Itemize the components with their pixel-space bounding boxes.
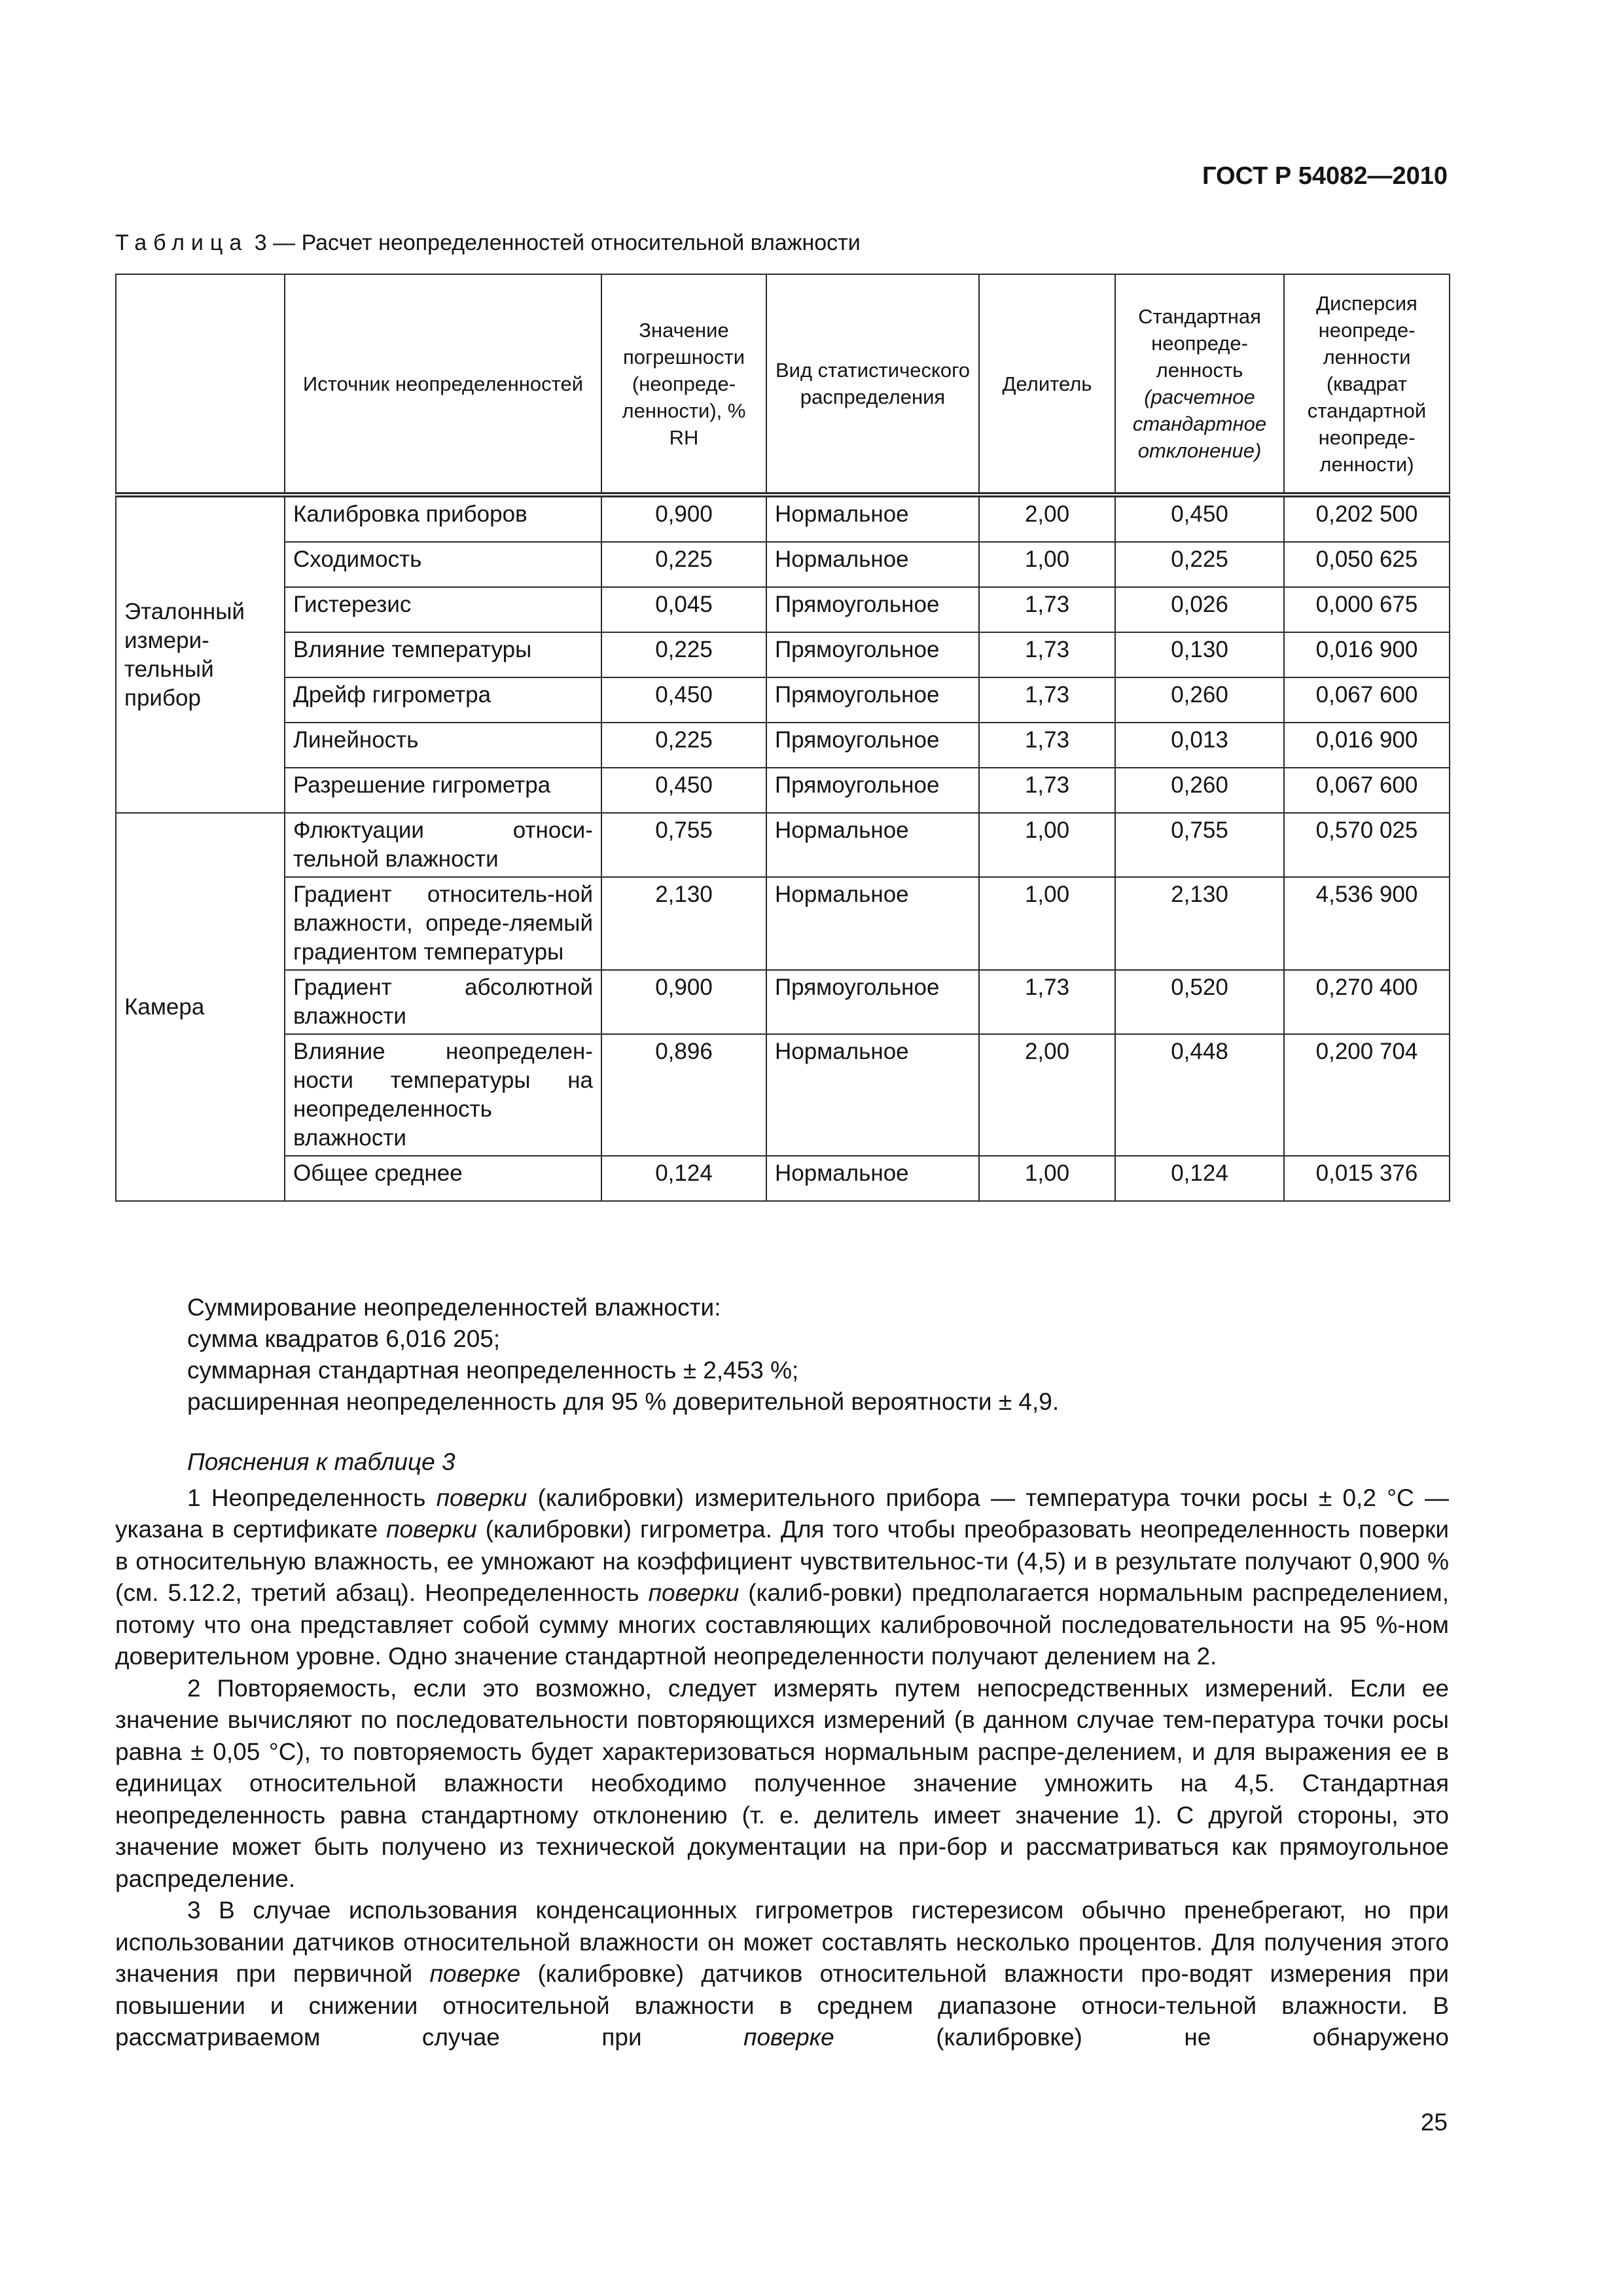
header-source: Источник неопределенностей (285, 274, 601, 495)
header-group-cell (116, 274, 285, 495)
cell-distribution: Прямоугольное (766, 677, 979, 723)
cell-value: 0,124 (601, 1156, 766, 1201)
cell-source: Влияние температуры (285, 632, 601, 677)
note-text: (калиб-ровки) предполагается нормальным распределением, потому что она представляет собой сумму многих составляющих калибровочной последовательности на 95 %-ном доверительном уровне. Одно значение стандартной неопределенности получают делением на 2. (115, 1579, 1450, 1670)
cell-distribution: Нормальное (766, 542, 979, 587)
notes-heading: Пояснения к таблице 3 (187, 1448, 455, 1475)
cell-source: Флюктуации относи-тельной влажности (285, 813, 601, 877)
cell-std: 0,520 (1115, 970, 1284, 1034)
header-std-main: Стандартная неопреде-ленность (1138, 305, 1261, 382)
table-caption-number: 3 (254, 230, 267, 255)
cell-source: Общее среднее (285, 1156, 601, 1201)
cell-variance: 0,067 600 (1284, 768, 1450, 813)
cell-variance: 0,050 625 (1284, 542, 1450, 587)
cell-distribution: Прямоугольное (766, 768, 979, 813)
note-text: (калибровке) не обнаружено (834, 2024, 1449, 2051)
cell-variance: 0,015 376 (1284, 1156, 1450, 1201)
cell-std: 0,260 (1115, 768, 1284, 813)
cell-divisor: 1,00 (979, 813, 1115, 877)
table-row (116, 813, 1450, 877)
cell-std: 0,755 (1115, 813, 1284, 877)
cell-value: 0,450 (601, 677, 766, 723)
note-italic: поверки (436, 1484, 527, 1511)
note-2: 2 Повторяемость, если это возможно, следует измерять путем непосредственных измерений. Если ее значение вычисляют по последовательности повторяющихся измерений (в данном случае тем-пература точки росы равна ± 0,05 °С), то повторяемость будет характеризоваться нормальным распре-делением, и для выражения ее в единицах относительной влажности необходимо полученное значение умножить на 4,5. Стандартная неопределенность равна стандартному отклонению (т. е. делитель имеет значение 1). С другой стороны, это значение может быть получено из технической документации на при-бор и рассматриваться как прямоугольное распределение. (115, 1674, 1449, 1892)
cell-variance: 4,536 900 (1284, 877, 1450, 970)
cell-variance: 0,000 675 (1284, 587, 1450, 632)
cell-std: 0,450 (1115, 495, 1284, 542)
table-row (116, 768, 1450, 813)
table-row (116, 677, 1450, 723)
table-row (116, 587, 1450, 632)
header-variance: Дисперсия неопреде-ленности (квадрат стандартной неопреде-ленности) (1284, 274, 1450, 495)
summary-block (187, 1292, 1059, 1418)
cell-source: Дрейф гигрометра (285, 677, 601, 723)
cell-divisor: 1,73 (979, 768, 1115, 813)
cell-value: 0,225 (601, 542, 766, 587)
cell-variance: 0,200 704 (1284, 1034, 1450, 1156)
cell-std: 0,130 (1115, 632, 1284, 677)
cell-divisor: 1,00 (979, 542, 1115, 587)
cell-source: Разрешение гигрометра (285, 768, 601, 813)
cell-source: Градиент относитель-ной влажности, опреде-ляемый градиентом температуры (285, 877, 601, 970)
header-std-note: (расчетное стандартное отклонение) (1132, 386, 1267, 462)
cell-distribution: Нормальное (766, 877, 979, 970)
cell-std: 0,026 (1115, 587, 1284, 632)
cell-variance: 0,202 500 (1284, 495, 1450, 542)
table-row (116, 970, 1450, 1034)
cell-std: 0,260 (1115, 677, 1284, 723)
cell-divisor: 2,00 (979, 1034, 1115, 1156)
cell-value: 0,900 (601, 970, 766, 1034)
note-italic: поверки (648, 1579, 740, 1606)
summary-line: сумма квадратов 6,016 205; (187, 1325, 501, 1352)
cell-source: Линейность (285, 723, 601, 768)
cell-distribution: Нормальное (766, 1156, 979, 1201)
note-text: (калибровки) измерительного прибора — температура точки росы ± 0,2 °С — указана в сертификате (115, 1484, 1449, 1543)
cell-value: 0,900 (601, 495, 766, 542)
cell-divisor: 1,73 (979, 587, 1115, 632)
summary-line: Суммирование неопределенностей влажности: (187, 1294, 721, 1321)
notes-section (115, 1446, 1449, 2054)
header-distribution: Вид статистического распределения (766, 274, 979, 495)
table-caption (115, 230, 861, 256)
page-number: 25 (1420, 2109, 1448, 2136)
table-row (116, 495, 1450, 542)
cell-distribution: Прямоугольное (766, 970, 979, 1034)
table-row (116, 723, 1450, 768)
cell-std: 0,124 (1115, 1156, 1284, 1201)
header-divisor: Делитель (979, 274, 1115, 495)
table-caption-word: Таблица (115, 230, 249, 255)
cell-divisor: 1,73 (979, 632, 1115, 677)
cell-source: Гистерезис (285, 587, 601, 632)
cell-value: 0,450 (601, 768, 766, 813)
table-row (116, 1156, 1450, 1201)
table-row (116, 877, 1450, 970)
standard-designation: ГОСТ Р 54082—2010 (1202, 162, 1448, 190)
cell-divisor: 1,00 (979, 877, 1115, 970)
cell-std: 0,225 (1115, 542, 1284, 587)
table-row (116, 1034, 1450, 1156)
cell-distribution: Прямоугольное (766, 587, 979, 632)
cell-value: 0,755 (601, 813, 766, 877)
cell-variance: 0,016 900 (1284, 632, 1450, 677)
cell-variance: 0,067 600 (1284, 677, 1450, 723)
cell-source: Сходимость (285, 542, 601, 587)
cell-variance: 0,270 400 (1284, 970, 1450, 1034)
cell-divisor: 2,00 (979, 495, 1115, 542)
note-3 (115, 1895, 1449, 2054)
cell-std: 0,013 (1115, 723, 1284, 768)
cell-distribution: Нормальное (766, 1034, 979, 1156)
cell-value: 2,130 (601, 877, 766, 970)
header-value: Значение погрешности (неопреде-ленности), % RH (601, 274, 766, 495)
uncertainty-table (115, 274, 1450, 1202)
cell-variance: 0,016 900 (1284, 723, 1450, 768)
cell-distribution: Прямоугольное (766, 632, 979, 677)
note-text: (калибровке) датчиков относительной влажности про-водят измерения при повышении и снижении относительной влажности в среднем диапазоне относи-тельной влажности. В рассматриваемом случае при (115, 1960, 1449, 2051)
table-header-row (116, 274, 1450, 495)
summary-line: расширенная неопределенность для 95 % доверительной вероятности ± 4,9. (187, 1388, 1060, 1415)
table-row (116, 542, 1450, 587)
cell-divisor: 1,73 (979, 677, 1115, 723)
group-reference-instrument: Эталонный измери-тельный прибор (116, 495, 285, 813)
cell-std: 0,448 (1115, 1034, 1284, 1156)
note-italic: поверки (386, 1516, 477, 1543)
cell-value: 0,225 (601, 723, 766, 768)
cell-value: 0,896 (601, 1034, 766, 1156)
table-caption-title: — Расчет неопределенностей относительной влажности (273, 230, 861, 255)
note-text: 1 Неопределенность (187, 1484, 437, 1511)
cell-std: 2,130 (1115, 877, 1284, 970)
note-italic: поверке (743, 2024, 834, 2051)
cell-source: Влияние неопределен-ности температуры на неопределенность влажности (285, 1034, 601, 1156)
cell-distribution: Нормальное (766, 813, 979, 877)
cell-variance: 0,570 025 (1284, 813, 1450, 877)
group-chamber: Камера (116, 813, 285, 1201)
cell-divisor: 1,73 (979, 970, 1115, 1034)
cell-source: Калибровка приборов (285, 495, 601, 542)
cell-distribution: Нормальное (766, 495, 979, 542)
note-italic: поверке (429, 1960, 521, 1987)
note-1 (115, 1482, 1449, 1673)
cell-divisor: 1,00 (979, 1156, 1115, 1201)
cell-source: Градиент абсолютной влажности (285, 970, 601, 1034)
table-row (116, 632, 1450, 677)
cell-value: 0,225 (601, 632, 766, 677)
cell-distribution: Прямоугольное (766, 723, 979, 768)
cell-divisor: 1,73 (979, 723, 1115, 768)
cell-value: 0,045 (601, 587, 766, 632)
note-text: 3 В случае использования конденсационных гигрометров гистерезисом обычно пренебрегают, но при использовании датчиков относительной влажности он может составлять несколько процентов. Для получения этого значения при первичной (115, 1897, 1449, 1987)
summary-line: суммарная стандартная неопределенность ± 2,453 %; (187, 1357, 799, 1384)
note-text: (калибровки) гигрометра. Для того чтобы преобразовать неопределенность поверки в относительную влажность, ее умножают на коэффициент чувствительнос-ти (4,5) и в результате получают 0,900 % (см. 5.12.2, третий абзац). Неопределенность (115, 1516, 1449, 1606)
header-std (1115, 274, 1284, 495)
